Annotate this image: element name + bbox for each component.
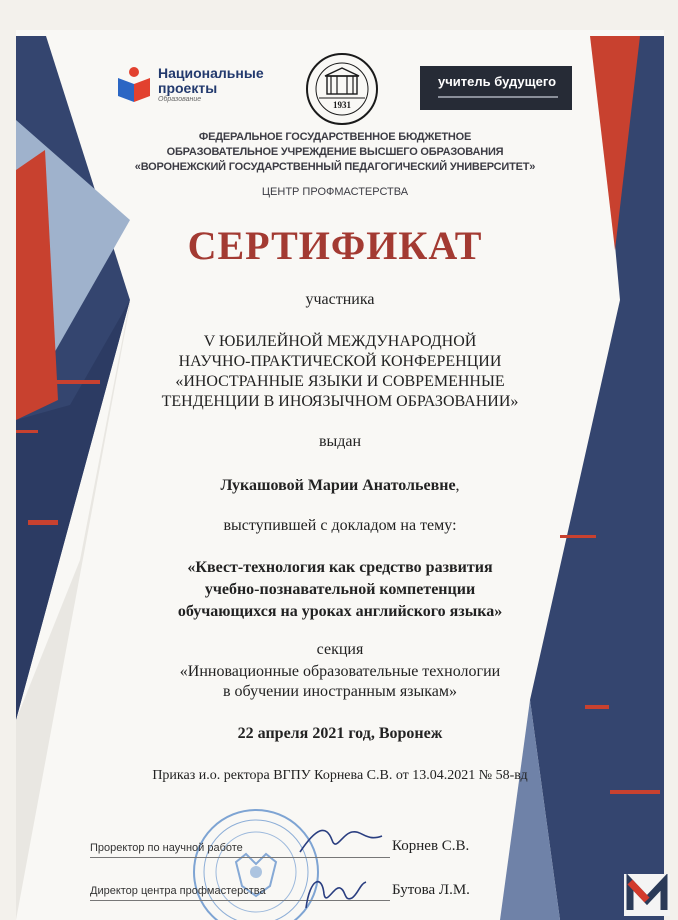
participant-label: участника: [305, 291, 375, 308]
certificate-title: СЕРТИФИКАТ: [187, 223, 483, 268]
signature-name-2: Бутова Л.М.: [392, 882, 470, 898]
national-projects-logo: [114, 64, 274, 110]
conference-line-2: НАУЧНО-ПРАКТИЧЕСКОЙ КОНФЕРЕНЦИИ: [178, 353, 502, 370]
signature-role-1: Проректор по научной работе: [90, 842, 243, 854]
teacher-future-underline: [438, 96, 558, 98]
section-line-1: «Инновационные образовательные технологии: [179, 663, 501, 680]
section-label: секция: [316, 641, 364, 658]
teacher-future-logo: [420, 66, 572, 110]
date-place: 22 апреля 2021 год, Воронеж: [237, 725, 443, 742]
university-emblem: [305, 52, 379, 126]
report-label: выступившей с докладом на тему:: [223, 517, 457, 534]
issued-label: выдан: [318, 433, 362, 450]
university-line-3: «ВОРОНЕЖСКИЙ ГОСУДАРСТВЕННЫЙ ПЕДАГОГИЧЕСКИЙ УНИВЕРСИТЕТ»: [134, 161, 536, 173]
topic-line-1: «Квест-технология как средство развития: [187, 559, 493, 576]
recipient-suffix: ,: [455, 477, 460, 494]
conference-line-3: «ИНОСТРАННЫЕ ЯЗЫКИ И СОВРЕМЕННЫЕ: [175, 373, 505, 390]
signature-name-1: Корнев С.В.: [392, 838, 470, 854]
emblem-icon: [305, 52, 379, 126]
section-line-2: в обучении иностранным языкам»: [222, 683, 458, 700]
center-name: ЦЕНТР ПРОФМАСТЕРСТВА: [261, 186, 409, 198]
order-reference: Приказ и.о. ректора ВГПУ Корнева С.В. от 13.04.2021 № 58-вд: [152, 768, 528, 783]
recipient-line: [120, 476, 560, 496]
topic-line-3: обучающихся на уроках английского языка»: [177, 603, 503, 620]
teacher-future-text: учитель будущего: [438, 74, 557, 89]
signature-role-2: Директор центра профмастерства: [90, 885, 266, 897]
corner-logo-icon: [624, 874, 670, 916]
emblem-year: 1931: [333, 100, 351, 110]
recipient-name: Лукашовой Марии Анатольевне: [220, 477, 456, 494]
np-sub: Образование: [158, 96, 202, 103]
topic-line-2: учебно-познавательной компетенции: [204, 581, 476, 598]
conference-line-1: V ЮБИЛЕЙНОЙ МЕЖДУНАРОДНОЙ: [203, 333, 477, 350]
university-line-1: ФЕДЕРАЛЬНОЕ ГОСУДАРСТВЕННОЕ БЮДЖЕТНОЕ: [198, 131, 472, 143]
conference-line-4: ТЕНДЕНЦИИ В ИНОЯЗЫЧНОМ ОБРАЗОВАНИИ»: [161, 393, 519, 410]
np-line2: проекты: [158, 80, 218, 96]
book-icon: [114, 64, 154, 104]
university-line-2: ОБРАЗОВАТЕЛЬНОЕ УЧРЕЖДЕНИЕ ВЫСШЕГО ОБРАЗОВАНИЯ: [166, 146, 504, 158]
signature-scribble-2: [300, 868, 370, 916]
signature-scribble-1: [296, 818, 386, 862]
np-line1: Национальные: [158, 65, 264, 81]
